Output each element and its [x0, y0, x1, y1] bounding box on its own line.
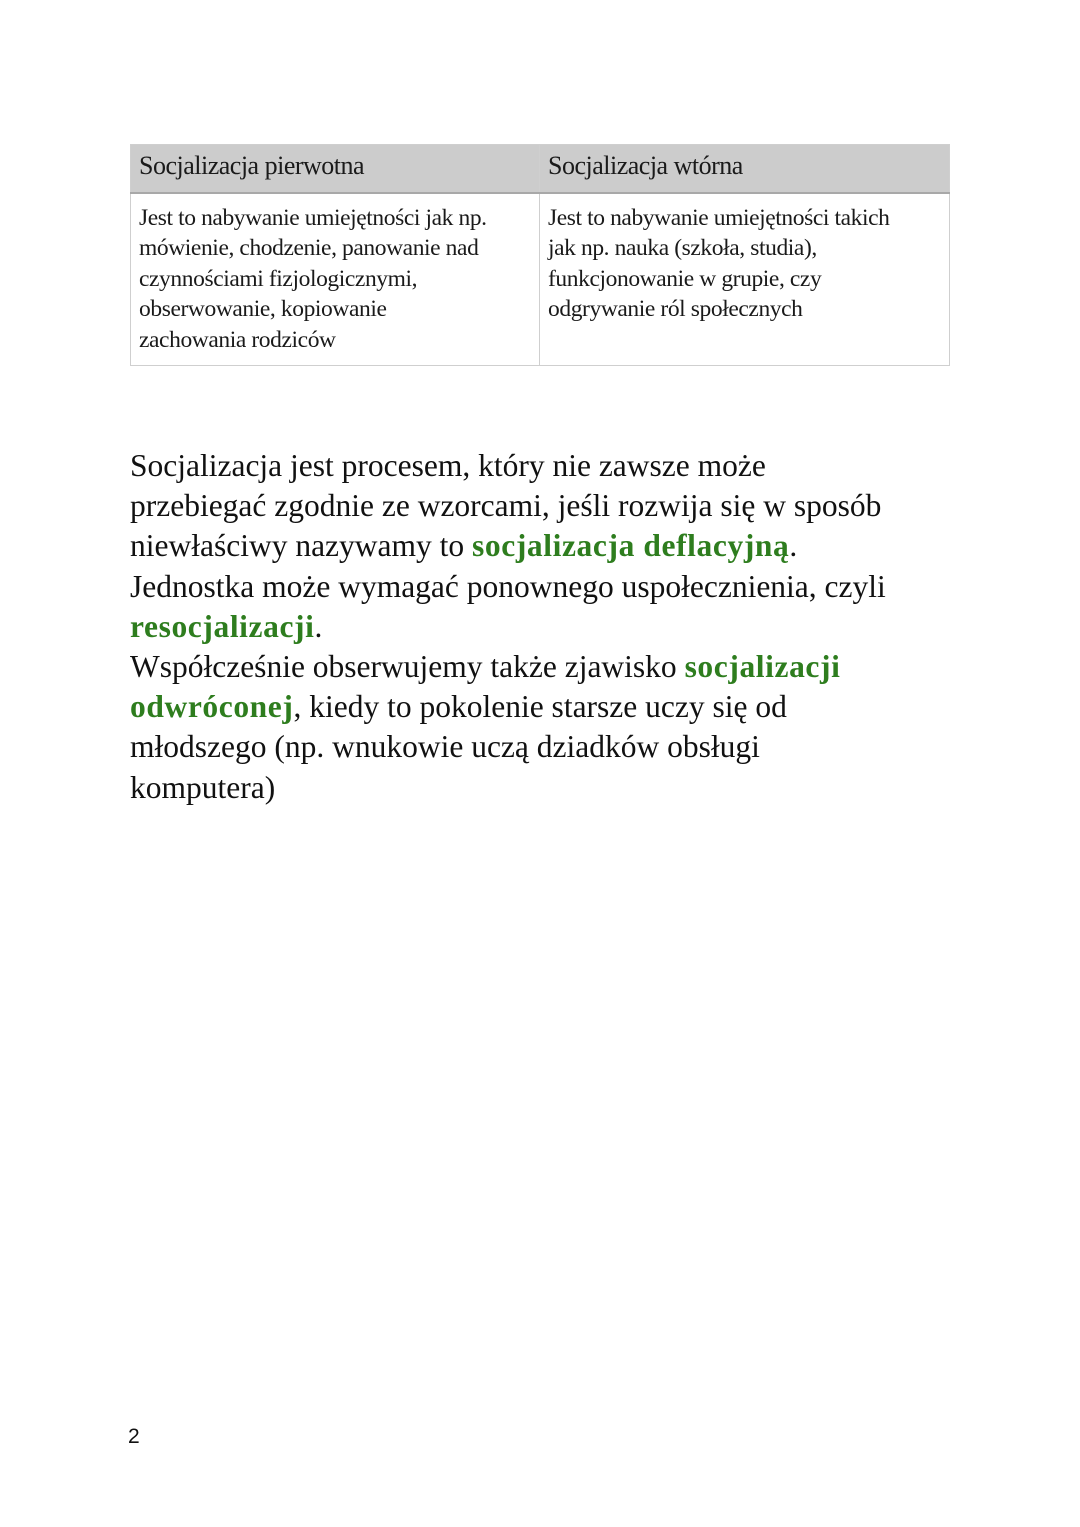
cell-line: mówienie, chodzenie, panowanie nad: [139, 235, 479, 261]
cell-line: obserwowanie, kopiowanie: [139, 296, 387, 322]
cell-line: odgrywanie ról społecznych: [548, 296, 803, 322]
body-paragraph: [130, 446, 960, 808]
paragraph-text: , kiedy to pokolenie starsze uczy się od: [293, 689, 787, 725]
paragraph-line: Socjalizacja jest procesem, który nie zawsze może: [130, 448, 766, 483]
cell-primary-socialization: [131, 193, 540, 366]
paragraph-text: .: [314, 608, 323, 644]
paragraph-text: Współcześnie obserwujemy także zjawisko: [130, 649, 685, 685]
paragraph-line: Jednostka może wymagać ponownego uspołecznienia, czyli: [130, 568, 886, 604]
paragraph-line: [130, 647, 960, 687]
term-reverse-socialization-part2: odwróconej: [130, 689, 294, 725]
paragraph-line: [130, 687, 960, 727]
cell-line: Jest to nabywanie umiejętności jak np.: [139, 204, 487, 231]
cell-line: czynnościami fizjologicznymi,: [139, 265, 418, 292]
paragraph-line: [130, 526, 960, 566]
cell-line: Jest to nabywanie umiejętności takich: [548, 204, 890, 231]
term-resocialization: resocjalizacji: [130, 608, 315, 644]
page-number: 2: [128, 1425, 140, 1448]
paragraph-text: niewłaściwy nazywamy to: [130, 528, 473, 564]
cell-line: jak np. nauka (szkoła, studia),: [548, 235, 817, 261]
header-primary-socialization: Socjalizacja pierwotna: [131, 145, 540, 193]
paragraph-line: młodszego (np. wnukowie uczą dziadków obsługi: [130, 729, 760, 765]
paragraph-text: .: [789, 528, 798, 564]
cell-secondary-socialization: [540, 193, 950, 366]
term-deflationary-socialization: socjalizacja deflacyjną: [472, 528, 790, 564]
term-reverse-socialization-part1: socjalizacji: [684, 649, 841, 685]
socialization-comparison-table: [130, 144, 950, 366]
table-header-row: [131, 145, 950, 193]
cell-line: zachowania rodziców: [139, 326, 336, 353]
paragraph-line: przebiegać zgodnie ze wzorcami, jeśli rozwija się w sposób: [130, 488, 882, 524]
paragraph-line: [130, 607, 960, 647]
table-row: [131, 193, 950, 366]
cell-line: funkcjonowanie w grupie, czy: [548, 265, 822, 292]
paragraph-line: komputera): [130, 769, 276, 805]
header-secondary-socialization: Socjalizacja wtórna: [540, 145, 950, 193]
